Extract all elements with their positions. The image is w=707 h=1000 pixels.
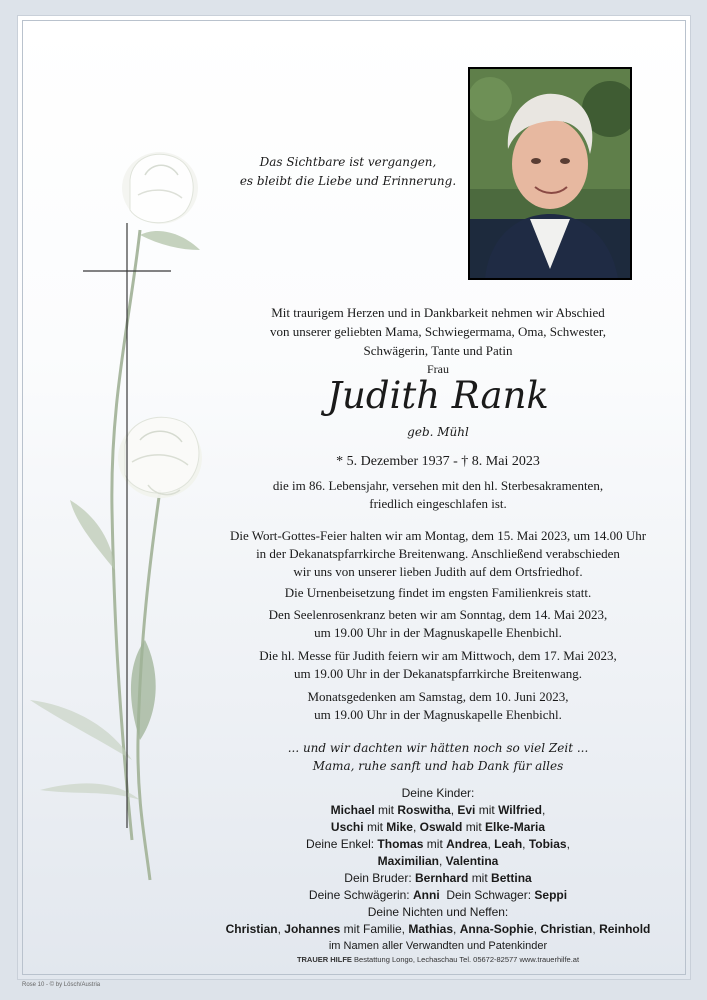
nieces-label: Deine Nichten und Neffen:	[367, 905, 509, 919]
sister-in-law-label: Deine Schwägerin:	[308, 888, 410, 902]
text-line: Die hl. Messe für Judith feiern wir am Mittwoch, dem 17. Mai 2023,	[259, 648, 617, 663]
quote-line: es bleibt die Liebe und Erinnerung.	[239, 174, 457, 188]
intro-text	[200, 303, 676, 379]
grandchildren-line-1: Deine Enkel: Thomas mit Andrea, Leah, Tobias,	[306, 837, 570, 851]
closing-verse	[186, 739, 690, 775]
brother-in-law-label: Dein Schwager:	[446, 888, 532, 902]
brother-line	[186, 870, 690, 887]
family-name: Mathias	[408, 922, 454, 936]
family-name: Wilfried	[498, 803, 542, 817]
connector: mit	[471, 871, 488, 885]
intro-line: Mit traurigem Herzen und in Dankbarkeit nehmen wir Abschied	[271, 305, 605, 320]
footer-text: Bestattung Longo, Lechaschau Tel. 05672-82577 www.trauerhilfe.at	[354, 955, 580, 964]
family-name: Bettina	[491, 871, 532, 885]
connector: mit	[478, 803, 495, 817]
family-name: Tobias	[528, 837, 567, 851]
family-name: Michael	[330, 803, 375, 817]
family-name: Oswald	[419, 820, 463, 834]
family-name: Seppi	[534, 888, 568, 902]
verse-line: Mama, ruhe sanft und hab Dank für alles	[312, 759, 564, 773]
family-name: Evi	[457, 803, 476, 817]
children-label: Deine Kinder:	[401, 786, 475, 800]
family-list	[186, 785, 690, 955]
family-name: Anna-Sophie	[459, 922, 534, 936]
verse-line: ... und wir dachten wir hätten noch so viel Zeit ...	[287, 741, 589, 755]
text-line: Die Urnenbeisetzung findet im engsten Familienkreis statt.	[284, 585, 592, 600]
grandchildren-label: Deine Enkel:	[306, 837, 375, 851]
family-name: Reinhold	[599, 922, 651, 936]
family-name: Anni	[413, 888, 440, 902]
children-line-2: Uschi mit Mike, Oswald mit Elke-Maria	[330, 820, 546, 834]
deceased-name: Judith Rank	[327, 374, 549, 417]
footer	[200, 955, 676, 964]
intro-line: von unserer geliebten Mama, Schwiegermama, Oma, Schwester,	[270, 324, 606, 339]
family-name: Uschi	[330, 820, 364, 834]
family-name: Christian	[225, 922, 278, 936]
funeral-service-text	[186, 527, 690, 581]
footer-brand: TRAUER HILFE	[296, 955, 352, 964]
family-name: Valentina	[445, 854, 499, 868]
urn-burial-text	[186, 584, 690, 602]
text-line: Monatsgedenken am Samstag, dem 10. Juni 2023,	[307, 689, 569, 704]
family-name: Christian	[540, 922, 593, 936]
family-name: Andrea	[446, 837, 488, 851]
text-line: Die Wort-Gottes-Feier halten wir am Montag, dem 15. Mai 2023, um 14.00 Uhr	[229, 528, 647, 543]
brother-label: Dein Bruder:	[344, 871, 412, 885]
monthly-memorial-text	[186, 688, 690, 724]
portrait-image	[470, 69, 630, 278]
text-line: wir uns von unserer lieben Judith auf dem Ortsfriedhof.	[293, 564, 583, 579]
image-credit: Rose 10 - © by Lösch/Austria	[22, 982, 101, 988]
family-name: Mike	[386, 820, 413, 834]
text-line: in der Dekanatspfarrkirche Breitenwang. Anschließend verabschieden	[256, 546, 620, 561]
birth-name: geb. Mühl	[407, 425, 469, 439]
quote-line: Das Sichtbare ist vergangen,	[259, 155, 437, 169]
portrait-photo	[468, 67, 632, 280]
family-name: Johannes	[284, 922, 341, 936]
family-name: Leah	[494, 837, 523, 851]
salutation: Frau	[427, 362, 449, 376]
family-name: Thomas	[377, 837, 424, 851]
grandchildren-line-2: Maximilian, Valentina	[377, 854, 499, 868]
intro-line: Schwägerin, Tante und Patin	[363, 343, 513, 358]
family-name: Bernhard	[415, 871, 469, 885]
memorial-quote	[238, 153, 458, 191]
children-line-1: Michael mit Roswitha, Evi mit Wilfried,	[330, 803, 546, 817]
rosary-text	[186, 606, 690, 642]
text-line: um 19.00 Uhr in der Magnuskapelle Ehenbichl.	[314, 625, 562, 640]
text-line: Den Seelenrosenkranz beten wir am Sonntag, dem 14. Mai 2023,	[268, 607, 608, 622]
connector: mit	[378, 803, 395, 817]
nieces-line: Christian, Johannes mit Familie, Mathias, Anna-Sophie, Christian, Reinhold	[225, 922, 651, 936]
text-line: um 19.00 Uhr in der Magnuskapelle Ehenbichl.	[314, 707, 562, 722]
connector: mit	[426, 837, 443, 851]
text-line: friedlich eingeschlafen ist.	[369, 496, 507, 511]
text-line: die im 86. Lebensjahr, versehen mit den hl. Sterbesakramenten,	[272, 478, 604, 493]
in-laws-line	[186, 887, 690, 904]
family-name: Roswitha	[397, 803, 451, 817]
life-dates: * 5. Dezember 1937 - † 8. Mai 2023	[336, 454, 540, 469]
connector: mit	[366, 820, 383, 834]
family-name: Elke-Maria	[485, 820, 546, 834]
connector: mit Familie	[343, 922, 402, 936]
connector: mit	[465, 820, 482, 834]
passing-text	[186, 477, 690, 513]
closing-line: im Namen aller Verwandten und Patenkinder	[328, 940, 548, 952]
family-name: Maximilian	[377, 854, 439, 868]
mass-text	[186, 647, 690, 683]
text-line: um 19.00 Uhr in der Dekanatspfarrkirche Breitenwang.	[293, 666, 583, 681]
